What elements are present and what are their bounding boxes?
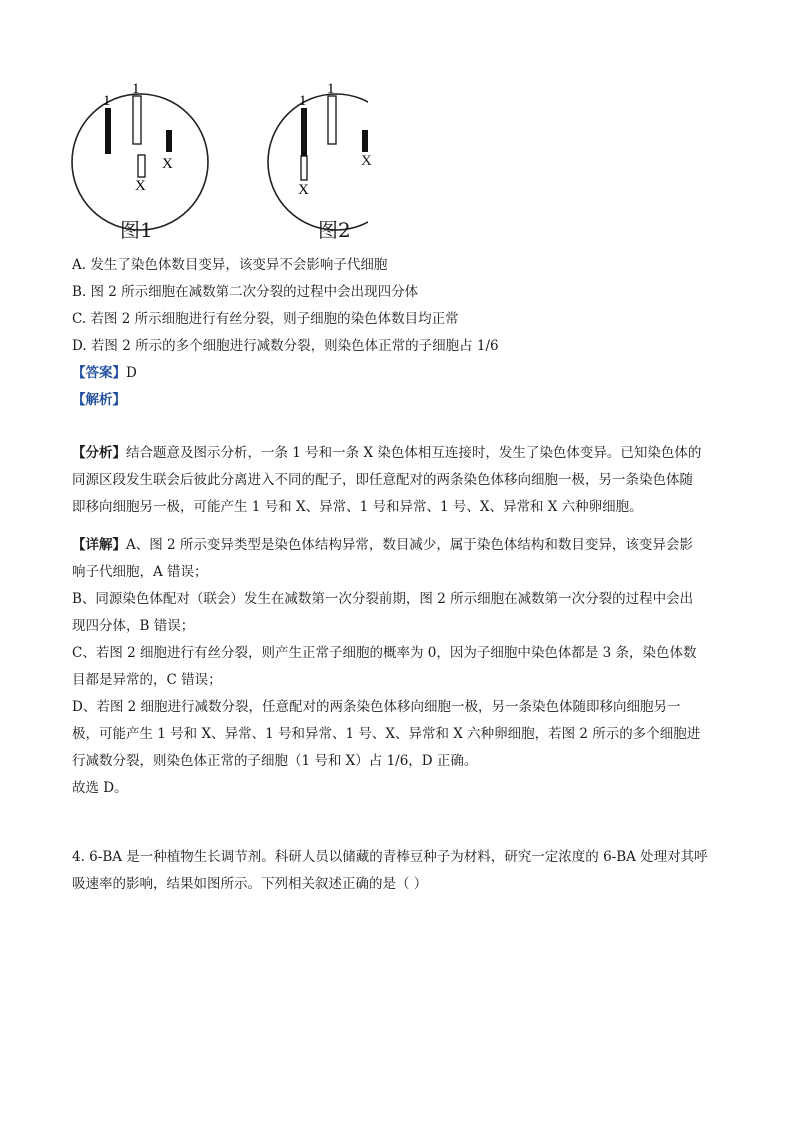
xiangjie-line-2: 响子代细胞，A 错误； (72, 564, 208, 580)
option-c: C. 若图 2 所示细胞进行有丝分裂，则子细胞的染色体数目均正常 (72, 311, 459, 327)
analysis-tag: 【解析】 (72, 392, 126, 408)
cell-2-chromosome-1-black (301, 108, 307, 156)
xiangjie-line-7: D、若图 2 细胞进行减数分裂，任意配对的两条染色体移向细胞一极，另一条染色体随即移向细胞另一 (72, 699, 681, 715)
cell-2-membrane (268, 94, 368, 230)
question-4-line-2: 吸速率的影响，结果如图所示。下列相关叙述正确的是（ ） (72, 876, 428, 892)
xiangjie-line-5: C、若图 2 细胞进行有丝分裂，则产生正常子细胞的概率为 0，因为子细胞中染色体都是 3 条，染色体数 (72, 645, 697, 661)
xiangjie-block (72, 532, 728, 802)
answer-tag: 【答案】 (72, 365, 126, 381)
figure-2-caption: 图2 (318, 218, 351, 242)
fenxi-block (72, 440, 728, 521)
xiangjie-line-4: 现四分体，B 错误； (72, 618, 195, 634)
fenxi-line-3: 即移向细胞另一极，可能产生 1 号和 X、异常、1 号和异常、1 号、X、异常和 X 六种卵细胞。 (72, 499, 643, 515)
options-block (72, 252, 728, 360)
cell-1-label-1b: 1 (132, 81, 140, 97)
answer-value: D (126, 365, 137, 381)
option-a: A. 发生了染色体数目变异，该变异不会影响子代细胞 (72, 257, 388, 273)
cell-1-label-xb: X (135, 178, 146, 194)
cell-2-chromosome-x-attached (301, 156, 307, 180)
xiangjie-line-10: 故选 D。 (72, 780, 128, 796)
cell-2-chromosome-x-black (362, 130, 368, 152)
cell-2-chromosome-1-white (328, 96, 336, 144)
cell-2-label-1a: 1 (299, 93, 307, 109)
xiangjie-line-9: 行减数分裂，则染色体正常的子细胞（1 号和 X）占 1/6，D 正确。 (72, 753, 478, 769)
xiangjie-tag: 【详解】 (72, 537, 126, 553)
cell-1-chromosome-x-black (166, 130, 172, 152)
cell-2-label-xb: X (361, 153, 372, 169)
cell-1-chromosome-1-black (105, 108, 111, 154)
xiangjie-line-1: A、图 2 所示变异类型是染色体结构异常，数目减少，属于染色体结构和数目变异，该变异会影 (126, 537, 693, 553)
fenxi-line-2: 同源区段发生联会后彼此分离进入不同的配子，即任意配对的两条染色体移向细胞一极，另一条染色体随 (72, 472, 693, 488)
question-4 (72, 844, 728, 898)
xiangjie-line-3: B、同源染色体配对（联会）发生在减数第一次分裂前期，图 2 所示细胞在减数第一次分裂的过程中会出 (72, 591, 694, 607)
cell-1-chromosome-x-white (138, 155, 145, 177)
option-d: D. 若图 2 所示的多个细胞进行减数分裂，则染色体正常的子细胞占 1/6 (72, 338, 499, 354)
cell-1-chromosome-1-white (133, 96, 141, 144)
option-b: B. 图 2 所示细胞在减数第二次分裂的过程中会出现四分体 (72, 284, 419, 300)
question-4-line-1: 4. 6-BA 是一种植物生长调节剂。科研人员以储藏的青棒豆种子为材料，研究一定浓度的 6-BA 处理对其呼 (72, 849, 708, 865)
cell-1-label-xa: X (162, 156, 173, 172)
cell-1-label-1a: 1 (103, 93, 111, 109)
fenxi-line-1: 结合题意及图示分析，一条 1 号和一条 X 染色体相互连接时，发生了染色体变异。已知染色体的 (126, 445, 702, 461)
xiangjie-line-8: 极，可能产生 1 号和 X、异常、1 号和异常、1 号、X、异常和 X 六种卵细胞，若图 2 所示的多个细胞进 (72, 726, 701, 742)
fenxi-tag: 【分析】 (72, 445, 126, 461)
xiangjie-line-6: 目都是异常的，C 错误； (72, 672, 222, 688)
cell-2-label-1b: 1 (327, 81, 335, 97)
cell-2-label-xa: X (298, 182, 309, 198)
figure-1-caption: 图1 (120, 218, 153, 242)
answer-block (72, 360, 728, 414)
